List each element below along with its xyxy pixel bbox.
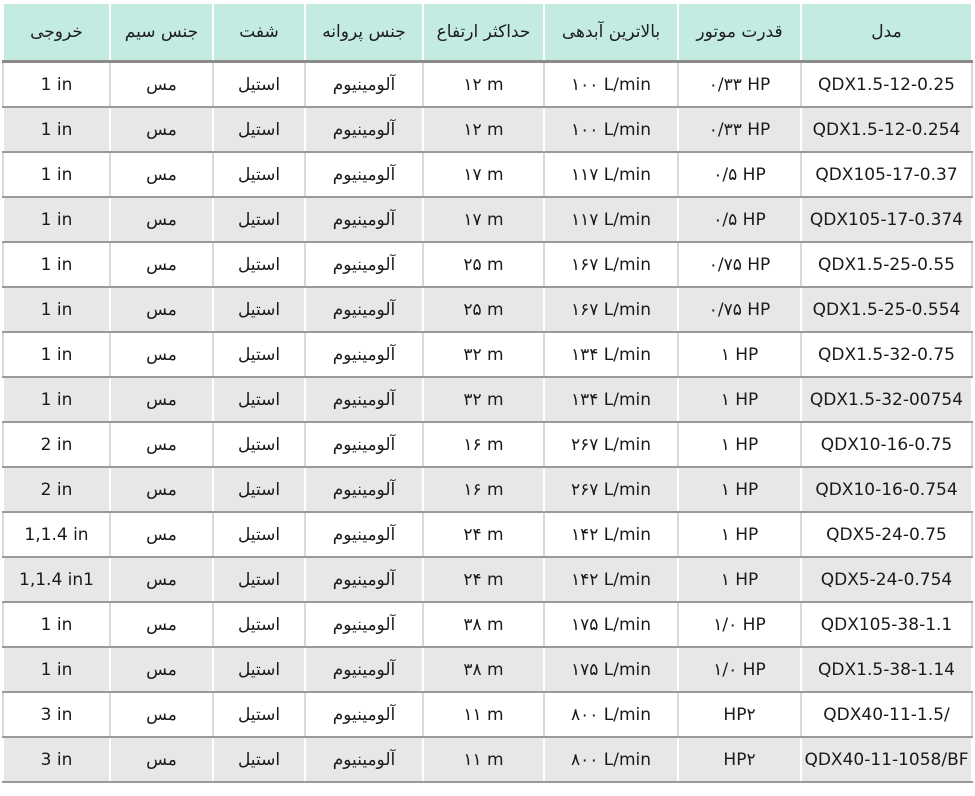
- cell-max-flow: [544, 422, 678, 467]
- cell-max-flow: [544, 242, 678, 287]
- cell-motor-power-text: ۰/۷۵ HP: [708, 254, 771, 275]
- cell-impeller-material-text: آلومینیوم: [332, 389, 396, 410]
- cell-outlet-text: 3 in: [40, 704, 73, 725]
- cell-impeller-material: [305, 197, 423, 242]
- cell-outlet: [3, 332, 110, 377]
- cell-max-head: [423, 377, 544, 422]
- cell-wire-material: [110, 377, 213, 422]
- cell-wire-material: [110, 512, 213, 557]
- cell-max-head-text: ۲۴ m: [463, 524, 504, 545]
- header-impeller-material: جنس پروانه: [305, 4, 423, 62]
- cell-motor-power: [678, 422, 801, 467]
- cell-wire-material: [110, 242, 213, 287]
- cell-max-head: [423, 152, 544, 197]
- cell-impeller-material: [305, 422, 423, 467]
- cell-shaft: [213, 602, 305, 647]
- cell-max-flow: [544, 602, 678, 647]
- table-row: [3, 152, 972, 197]
- pump-spec-table: [2, 4, 973, 783]
- cell-wire-material-text: مس: [146, 389, 177, 410]
- cell-model-text: QDX1.5-12-0.254: [812, 119, 961, 140]
- cell-impeller-material-text: آلومینیوم: [332, 164, 396, 185]
- cell-motor-power: [678, 152, 801, 197]
- cell-outlet: [3, 467, 110, 512]
- cell-motor-power-text: ۱/۰ HP: [713, 659, 766, 680]
- cell-max-head: [423, 557, 544, 602]
- cell-motor-power-text: HP۲: [723, 749, 756, 770]
- cell-outlet: [3, 647, 110, 692]
- cell-max-flow: [544, 467, 678, 512]
- cell-model-text: QDX1.5-12-0.25: [818, 74, 955, 95]
- cell-wire-material-text: مس: [146, 479, 177, 500]
- cell-wire-material-text: مس: [146, 74, 177, 95]
- cell-wire-material-text: مس: [146, 524, 177, 545]
- cell-max-flow-text: ۲۶۷ L/min: [570, 479, 652, 500]
- cell-outlet: [3, 62, 110, 108]
- table-row: [3, 242, 972, 287]
- cell-max-head-text: ۲۵ m: [463, 254, 504, 275]
- cell-outlet: [3, 692, 110, 737]
- cell-shaft: [213, 647, 305, 692]
- cell-motor-power-text: ۱ HP: [720, 389, 759, 410]
- cell-outlet-text: 1 in: [40, 659, 73, 680]
- cell-outlet: [3, 602, 110, 647]
- cell-shaft-text: استیل: [237, 749, 281, 770]
- cell-max-head: [423, 242, 544, 287]
- cell-impeller-material-text: آلومینیوم: [332, 659, 396, 680]
- table-row: [3, 602, 972, 647]
- cell-outlet-text: 2 in: [40, 434, 73, 455]
- cell-outlet: [3, 242, 110, 287]
- table-row: [3, 107, 972, 152]
- cell-model: [801, 332, 972, 377]
- cell-outlet-text: 1 in: [40, 164, 73, 185]
- cell-motor-power: [678, 197, 801, 242]
- cell-max-flow-text: ۱۳۴ L/min: [570, 389, 652, 410]
- cell-shaft: [213, 62, 305, 108]
- cell-shaft-text: استیل: [237, 344, 281, 365]
- cell-wire-material-text: مس: [146, 749, 177, 770]
- table-row: [3, 332, 972, 377]
- cell-model-text: QDX5-24-0.75: [826, 524, 947, 545]
- cell-wire-material-text: مس: [146, 344, 177, 365]
- cell-wire-material: [110, 197, 213, 242]
- cell-motor-power-text: ۰/۳۳ HP: [708, 119, 771, 140]
- cell-motor-power-text: ۰/۵ HP: [713, 164, 766, 185]
- spec-table-container: [2, 4, 971, 783]
- cell-wire-material-text: مس: [146, 164, 177, 185]
- cell-wire-material-text: مس: [146, 254, 177, 275]
- cell-model: [801, 512, 972, 557]
- cell-motor-power-text: ۰/۳۳ HP: [708, 74, 771, 95]
- cell-model-text: QDX1.5-32-0.75: [818, 344, 955, 365]
- cell-shaft-text: استیل: [237, 74, 281, 95]
- cell-outlet-text: 1 in: [40, 614, 73, 635]
- cell-max-flow-text: ۱۴۲ L/min: [570, 569, 652, 590]
- table-row: [3, 422, 972, 467]
- table-row: [3, 647, 972, 692]
- cell-model-text: QDX10-16-0.75: [820, 434, 953, 455]
- cell-motor-power-text: ۱/۰ HP: [713, 614, 766, 635]
- cell-wire-material: [110, 647, 213, 692]
- cell-shaft-text: استیل: [237, 704, 281, 725]
- cell-model-text: QDX40-11-1058/BF: [804, 749, 969, 770]
- cell-motor-power: [678, 377, 801, 422]
- table-row: [3, 467, 972, 512]
- cell-max-head-text: ۳۸ m: [463, 659, 504, 680]
- cell-motor-power: [678, 332, 801, 377]
- cell-max-head: [423, 512, 544, 557]
- cell-max-flow-text: ۱۶۷ L/min: [570, 254, 652, 275]
- cell-model: [801, 152, 972, 197]
- cell-max-head-text: ۳۲ m: [463, 389, 504, 410]
- cell-shaft-text: استیل: [237, 299, 281, 320]
- table-row: [3, 737, 972, 782]
- cell-model: [801, 287, 972, 332]
- cell-model: [801, 197, 972, 242]
- cell-model-text: QDX1.5-38-1.14: [818, 659, 955, 680]
- cell-model-text: QDX105-17-0.374: [809, 209, 964, 230]
- cell-impeller-material: [305, 737, 423, 782]
- cell-outlet-text: 1 in: [40, 74, 73, 95]
- cell-impeller-material-text: آلومینیوم: [332, 119, 396, 140]
- cell-motor-power: [678, 242, 801, 287]
- cell-impeller-material: [305, 242, 423, 287]
- cell-motor-power: [678, 602, 801, 647]
- cell-max-flow-text: ۱۱۷ L/min: [570, 164, 652, 185]
- header-motor-power: قدرت موتور: [678, 4, 801, 62]
- header-row: [3, 4, 972, 62]
- table-row: [3, 692, 972, 737]
- cell-wire-material: [110, 737, 213, 782]
- cell-wire-material: [110, 692, 213, 737]
- cell-max-flow: [544, 692, 678, 737]
- cell-max-head: [423, 197, 544, 242]
- cell-max-head-text: ۱۲ m: [463, 119, 504, 140]
- cell-impeller-material-text: آلومینیوم: [332, 74, 396, 95]
- cell-motor-power: [678, 692, 801, 737]
- cell-outlet: [3, 287, 110, 332]
- cell-motor-power-text: ۱ HP: [720, 344, 759, 365]
- cell-shaft: [213, 197, 305, 242]
- cell-max-head-text: ۱۲ m: [463, 74, 504, 95]
- cell-max-head: [423, 287, 544, 332]
- cell-wire-material: [110, 422, 213, 467]
- cell-max-flow-text: ۱۷۵ L/min: [570, 659, 652, 680]
- cell-max-flow-text: ۸۰۰ L/min: [570, 749, 652, 770]
- table-row: [3, 287, 972, 332]
- cell-outlet: [3, 557, 110, 602]
- cell-max-flow: [544, 647, 678, 692]
- cell-max-flow: [544, 107, 678, 152]
- cell-model-text: QDX105-38-1.1: [820, 614, 953, 635]
- cell-impeller-material-text: آلومینیوم: [332, 479, 396, 500]
- cell-wire-material: [110, 557, 213, 602]
- header-max-head: حداکثر ارتفاع: [423, 4, 544, 62]
- cell-impeller-material-text: آلومینیوم: [332, 434, 396, 455]
- cell-max-flow: [544, 152, 678, 197]
- cell-shaft: [213, 107, 305, 152]
- cell-motor-power-text: ۱ HP: [720, 479, 759, 500]
- cell-motor-power-text: ۱ HP: [720, 434, 759, 455]
- cell-wire-material: [110, 152, 213, 197]
- cell-model: [801, 422, 972, 467]
- cell-max-flow-text: ۲۶۷ L/min: [570, 434, 652, 455]
- cell-motor-power-text: ۱ HP: [720, 524, 759, 545]
- cell-wire-material: [110, 287, 213, 332]
- cell-impeller-material-text: آلومینیوم: [332, 344, 396, 365]
- header-shaft: شفت: [213, 4, 305, 62]
- cell-max-head-text: ۱۶ m: [463, 479, 504, 500]
- cell-impeller-material: [305, 377, 423, 422]
- cell-shaft: [213, 512, 305, 557]
- cell-shaft: [213, 737, 305, 782]
- cell-max-head: [423, 107, 544, 152]
- cell-motor-power: [678, 737, 801, 782]
- cell-motor-power: [678, 647, 801, 692]
- cell-wire-material: [110, 107, 213, 152]
- cell-model: [801, 467, 972, 512]
- cell-outlet-text: 1 in: [40, 344, 73, 365]
- cell-motor-power: [678, 287, 801, 332]
- cell-max-head-text: ۱۶ m: [463, 434, 504, 455]
- cell-outlet-text: 1 in: [40, 119, 73, 140]
- cell-model: [801, 377, 972, 422]
- cell-model: [801, 737, 972, 782]
- cell-shaft-text: استیل: [237, 164, 281, 185]
- table-row: [3, 512, 972, 557]
- cell-shaft-text: استیل: [237, 569, 281, 590]
- cell-impeller-material: [305, 692, 423, 737]
- cell-shaft: [213, 242, 305, 287]
- cell-outlet-text: 1 in: [40, 299, 73, 320]
- cell-impeller-material: [305, 107, 423, 152]
- cell-wire-material-text: مس: [146, 119, 177, 140]
- cell-max-flow-text: ۱۱۷ L/min: [570, 209, 652, 230]
- cell-model-text: QDX5-24-0.754: [820, 569, 953, 590]
- cell-impeller-material-text: آلومینیوم: [332, 614, 396, 635]
- cell-outlet: [3, 152, 110, 197]
- cell-max-head: [423, 467, 544, 512]
- cell-impeller-material: [305, 287, 423, 332]
- cell-outlet-text: 1 in: [40, 254, 73, 275]
- cell-wire-material: [110, 602, 213, 647]
- cell-impeller-material: [305, 152, 423, 197]
- cell-shaft-text: استیل: [237, 434, 281, 455]
- cell-max-head: [423, 62, 544, 108]
- cell-max-head-text: ۱۱ m: [463, 704, 504, 725]
- cell-max-flow: [544, 557, 678, 602]
- cell-shaft: [213, 557, 305, 602]
- header-max-flow: بالاترین آبدهی: [544, 4, 678, 62]
- cell-motor-power-text: ۰/۷۵ HP: [708, 299, 771, 320]
- cell-max-flow: [544, 332, 678, 377]
- cell-outlet: [3, 737, 110, 782]
- cell-wire-material-text: مس: [146, 569, 177, 590]
- cell-wire-material-text: مس: [146, 614, 177, 635]
- cell-max-head: [423, 422, 544, 467]
- cell-max-head-text: ۱۷ m: [463, 209, 504, 230]
- cell-max-flow: [544, 737, 678, 782]
- cell-model: [801, 242, 972, 287]
- cell-impeller-material-text: آلومینیوم: [332, 254, 396, 275]
- table-body: [3, 62, 972, 783]
- cell-impeller-material: [305, 332, 423, 377]
- cell-model-text: QDX1.5-25-0.55: [818, 254, 955, 275]
- cell-motor-power-text: ۱ HP: [720, 569, 759, 590]
- cell-wire-material-text: مس: [146, 434, 177, 455]
- cell-motor-power: [678, 467, 801, 512]
- cell-impeller-material-text: آلومینیوم: [332, 569, 396, 590]
- cell-max-flow: [544, 62, 678, 108]
- cell-outlet-text: 1,1.4 in: [24, 524, 89, 545]
- cell-shaft: [213, 152, 305, 197]
- cell-max-flow: [544, 197, 678, 242]
- cell-impeller-material: [305, 557, 423, 602]
- cell-impeller-material-text: آلومینیوم: [332, 524, 396, 545]
- cell-model: [801, 602, 972, 647]
- cell-model-text: QDX1.5-25-0.554: [812, 299, 961, 320]
- cell-max-head-text: ۳۸ m: [463, 614, 504, 635]
- cell-max-flow: [544, 377, 678, 422]
- cell-shaft-text: استیل: [237, 524, 281, 545]
- cell-shaft: [213, 287, 305, 332]
- cell-max-flow: [544, 287, 678, 332]
- cell-model-text: QDX40-11-1.5/: [823, 704, 950, 725]
- header-outlet: خروجی: [3, 4, 110, 62]
- cell-wire-material-text: مس: [146, 704, 177, 725]
- cell-impeller-material: [305, 512, 423, 557]
- cell-motor-power: [678, 512, 801, 557]
- cell-model: [801, 557, 972, 602]
- table-row: [3, 62, 972, 108]
- cell-max-flow-text: ۱۷۵ L/min: [570, 614, 652, 635]
- cell-wire-material-text: مس: [146, 659, 177, 680]
- cell-motor-power-text: ۰/۵ HP: [713, 209, 766, 230]
- cell-shaft: [213, 422, 305, 467]
- header-model: مدل: [801, 4, 972, 62]
- cell-outlet-text: 1,1.4 in1: [19, 569, 94, 590]
- cell-impeller-material: [305, 602, 423, 647]
- cell-max-head-text: ۲۵ m: [463, 299, 504, 320]
- cell-impeller-material: [305, 467, 423, 512]
- cell-max-head-text: ۲۴ m: [463, 569, 504, 590]
- cell-shaft-text: استیل: [237, 119, 281, 140]
- cell-max-flow-text: ۱۶۷ L/min: [570, 299, 652, 320]
- cell-max-flow-text: ۱۰۰ L/min: [570, 119, 652, 140]
- cell-impeller-material-text: آلومینیوم: [332, 299, 396, 320]
- cell-wire-material: [110, 62, 213, 108]
- cell-impeller-material: [305, 647, 423, 692]
- cell-outlet-text: 2 in: [40, 479, 73, 500]
- cell-impeller-material-text: آلومینیوم: [332, 749, 396, 770]
- cell-shaft: [213, 332, 305, 377]
- cell-motor-power: [678, 107, 801, 152]
- cell-shaft-text: استیل: [237, 479, 281, 500]
- cell-model: [801, 647, 972, 692]
- cell-max-flow-text: ۱۰۰ L/min: [570, 74, 652, 95]
- cell-shaft-text: استیل: [237, 389, 281, 410]
- cell-motor-power: [678, 557, 801, 602]
- cell-model: [801, 692, 972, 737]
- cell-wire-material-text: مس: [146, 209, 177, 230]
- cell-impeller-material: [305, 62, 423, 108]
- cell-motor-power-text: HP۲: [723, 704, 756, 725]
- table-row: [3, 197, 972, 242]
- cell-model-text: QDX1.5-32-00754: [809, 389, 964, 410]
- cell-max-head: [423, 332, 544, 377]
- cell-max-head: [423, 602, 544, 647]
- cell-shaft-text: استیل: [237, 659, 281, 680]
- cell-wire-material: [110, 332, 213, 377]
- cell-outlet: [3, 422, 110, 467]
- cell-shaft: [213, 467, 305, 512]
- cell-shaft-text: استیل: [237, 209, 281, 230]
- cell-max-head-text: ۱۱ m: [463, 749, 504, 770]
- cell-model: [801, 107, 972, 152]
- cell-wire-material-text: مس: [146, 299, 177, 320]
- table-row: [3, 377, 972, 422]
- cell-shaft-text: استیل: [237, 254, 281, 275]
- cell-impeller-material-text: آلومینیوم: [332, 209, 396, 230]
- cell-motor-power: [678, 62, 801, 108]
- cell-model-text: QDX10-16-0.754: [815, 479, 958, 500]
- cell-outlet: [3, 197, 110, 242]
- cell-model: [801, 62, 972, 108]
- cell-max-flow-text: ۱۳۴ L/min: [570, 344, 652, 365]
- header-wire-material: جنس سیم: [110, 4, 213, 62]
- cell-shaft-text: استیل: [237, 614, 281, 635]
- cell-max-flow: [544, 512, 678, 557]
- cell-wire-material: [110, 467, 213, 512]
- cell-outlet: [3, 377, 110, 422]
- cell-max-head-text: ۳۲ m: [463, 344, 504, 365]
- cell-model-text: QDX105-17-0.37: [815, 164, 958, 185]
- cell-max-head: [423, 647, 544, 692]
- table-row: [3, 557, 972, 602]
- cell-max-head-text: ۱۷ m: [463, 164, 504, 185]
- cell-shaft: [213, 377, 305, 422]
- cell-max-head: [423, 692, 544, 737]
- cell-max-head: [423, 737, 544, 782]
- cell-outlet-text: 1 in: [40, 209, 73, 230]
- cell-outlet-text: 1 in: [40, 389, 73, 410]
- cell-outlet-text: 3 in: [40, 749, 73, 770]
- cell-max-flow-text: ۸۰۰ L/min: [570, 704, 652, 725]
- cell-outlet: [3, 512, 110, 557]
- table-header: [3, 4, 972, 62]
- cell-impeller-material-text: آلومینیوم: [332, 704, 396, 725]
- cell-shaft: [213, 692, 305, 737]
- cell-outlet: [3, 107, 110, 152]
- cell-max-flow-text: ۱۴۲ L/min: [570, 524, 652, 545]
